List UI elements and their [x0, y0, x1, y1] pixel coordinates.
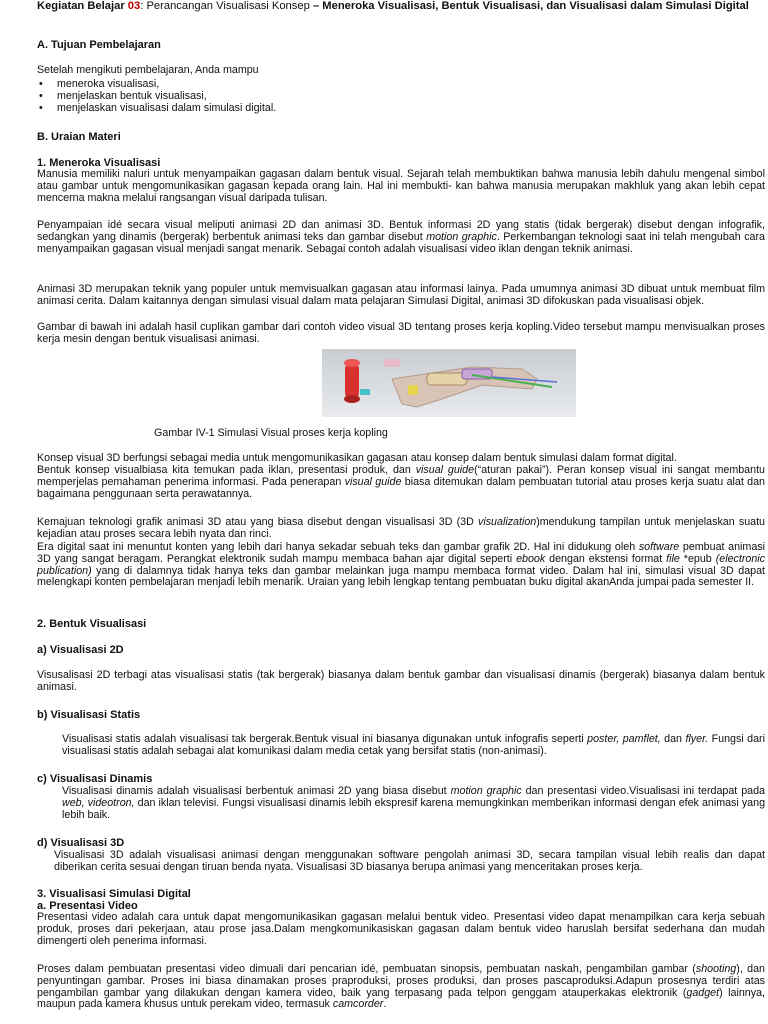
objective-item: • meneroka visualisasi,: [37, 78, 276, 90]
section-b-heading: B. Uraian Materi: [37, 131, 121, 143]
paragraph: Presentasi video adalah cara untuk dapat mengomunikasikan gagasan melalui bentuk video. Presentasi video dapat menampilkan cara kerja sebuah produk, proses dari pekerjaan, atau prose jasa.Dalam mengkomunikasiskan gagasan dalam bentuk video haruslah bersifat sederhana dan mudah dimengerti oleh penerima informasi.: [37, 911, 765, 947]
paragraph: Visualisasi statis adalah visualisasi tak bergerak.Bentuk visual ini biasanya digunakan untuk infografis seperti poster, pamflet, dan flyer. Fungsi dari visualisasi statis adalah sebagai alat komunikasi dalam media cetak yang bersifat statis (non-animasi).: [62, 733, 765, 757]
document-header: [37, 0, 765, 13]
paragraph: Bentuk konsep visualbiasa kita temukan pada iklan, presentasi produk, dan visual guide(“aturan pakai”). Peran konsep visual ini sangat membantu memperjelas pemahaman penerima informasi. Pada penerapan visual guide biasa ditemukan dalam pembuatan tutorial atau proses kerja suatu alat dan bagaimana penggunaan serta perawatannya.: [37, 464, 765, 500]
header-separator: :: [140, 0, 144, 12]
section-a-intro: Setelah mengikuti pembelajaran, Anda mampu: [37, 64, 259, 76]
clutch-simulation-figure: [322, 349, 576, 417]
subsection-2d-heading: d) Visualisasi 3D: [37, 837, 125, 849]
objective-item: • menjelaskan bentuk visualisasi,: [37, 90, 276, 102]
subsection-1-heading: 1. Meneroka Visualisasi: [37, 157, 161, 169]
header-title: Meneroka Visualisasi, Bentuk Visualisasi, dan Visualisasi dalam Simulasi Digital: [322, 0, 749, 12]
paragraph: Visualisasi 3D adalah visualisasi animasi dengan menggunakan software pengolah animasi 3D, secara tampilan visual lebih realis dan dapat diberikan cerita sesuai dengan tiruan benda nyata. Visualisasi 3D biasanya berupa animasi yang menceritakan proses kerja.: [54, 849, 765, 873]
paragraph: Era digital saat ini menuntut konten yang lebih dari hanya sekadar sebuah teks dan gambar grafik 2D. Hal ini didukung oleh software pembuat animasi 3D yang sangat beragam. Perangkat elektronik sudah mampu membaca bahan ajar digital seperti ebook dengan ekstensi format file *epub (electronic publication) yang di dalamnya tidak hanya teks dan gambar melainkan juga mampu membaca format video. Dalam hal ini, simulasi visual 3D dapat melengkapi konten pembelajaran menjadi lebih menarik. Uraian yang lebih lengkap tentang pembuatan buku digital akanAnda jumpai pada semester II.: [37, 541, 765, 589]
header-number: 03: [127, 0, 141, 12]
header-subtitle: Perancangan Visualisasi Konsep: [146, 0, 310, 12]
paragraph: Penyampaian idé secara visual meliputi animasi 2D dan animasi 3D. Bentuk informasi 2D yang statis (tidak bergerak) disebut dengan infografik, sedangkan yang dinamis (bergerak) berbentuk animasi teks dan gambar disebut motion graphic. Perkembangan teknologi saat ini telah mengubah cara menyampaikan gagasan visual menjadi sangat menarik. Sebagai contoh adalah visualisasi video iklan dengan teknik animasi.: [37, 219, 765, 255]
objective-item: • menjelaskan visualisasi dalam simulasi digital.: [37, 102, 276, 114]
paragraph: Gambar di bawah ini adalah hasil cuplikan gambar dari contoh video visual 3D tentang proses kerja kopling.Video tersebut mampu menvisualkan proses kerja mesin dengan bentuk visualisasi animasi.: [37, 321, 765, 345]
objectives-list: [37, 78, 276, 114]
paragraph: Manusia memiliki naluri untuk menyampaikan gagasan dalam bentuk visual. Sejarah telah membuktikan bahwa manusia lebih dahulu mengenal simbol atau gambar untuk mengomunikasikan gagasan kepada orang lain. Hal ini membukti- kan bahwa manusia merupakan makhluk yang akan lebih cepat mencerna makna melalui rangsangan visual daripada tulisan.: [37, 168, 765, 204]
subsection-2a-heading: a) Visualisasi 2D: [37, 644, 124, 656]
paragraph: Proses dalam pembuatan presentasi video dimuali dari pencarian idé, pembuatan sinopsis, pembuatan naskah, pengambilan gambar (shooting), dan penyuntingan gambar. Proses ini biasa dinamakan proses praproduksi, proses produksi, dan proses pascaproduksi.Adapun prosesnya terdiri atas pengambilan gambar yang dilakukan dengan kamera video, baik yang terpasang pada telpon genggam atauperkakas elektronik (gadget) lainnya, maupun pada kamera khusus untuk perekam video, termasuk camcorder.: [37, 963, 765, 1011]
figure-caption: Gambar IV-1 Simulasi Visual proses kerja kopling: [154, 427, 388, 439]
header-label: Kegiatan Belajar: [37, 0, 125, 12]
subsection-3a-heading: a. Presentasi Video: [37, 900, 138, 912]
subsection-2c-heading: c) Visualisasi Dinamis: [37, 773, 153, 785]
subsection-2-heading: 2. Bentuk Visualisasi: [37, 618, 147, 630]
header-dash: –: [312, 0, 320, 12]
paragraph: Visualisasi dinamis adalah visualisasi berbentuk animasi 2D yang biasa disebut motion graphic dan presentasi video.Visualisasi ini terdapat pada web, videotron, dan iklan televisi. Fungsi visualisasi dinamis lebih ekspresif karena memungkinkan memberikan informasi dengan efek animasi yang lebih baik.: [62, 785, 766, 821]
subsection-2b-heading: b) Visualisasi Statis: [37, 709, 141, 721]
paragraph: Animasi 3D merupakan teknik yang populer untuk memvisualkan gagasan atau informasi lainya. Pada umumnya animasi 3D dibuat untuk membuat film animasi cerita. Dalam kaitannya dengan simulasi visual dalam mata pelajaran Simulasi Digital, animasi 3D difokuskan pada visualisasi objek.: [37, 283, 765, 307]
paragraph: Konsep visual 3D berfungsi sebagai media untuk mengomunikasikan gagasan atau konsep dalam bentuk simulasi dalam format digital.: [37, 452, 677, 464]
paragraph: Visusalisasi 2D terbagi atas visualisasi statis (tak bergerak) biasanya dalam bentuk gambar dan visualisasi dinamis (bergerak) biasanya dalam bentuk animasi.: [37, 669, 765, 693]
paragraph: Kemajuan teknologi grafik animasi 3D atau yang biasa disebut dengan visualisasi 3D (3D visualization)mendukung tampilan untuk menjelaskan suatu kejadian atau proses secara lebih nyata dan rinci.: [37, 516, 766, 540]
subsection-3-heading: 3. Visualisasi Simulasi Digital: [37, 888, 191, 900]
section-a-heading: A. Tujuan Pembelajaran: [37, 39, 161, 51]
